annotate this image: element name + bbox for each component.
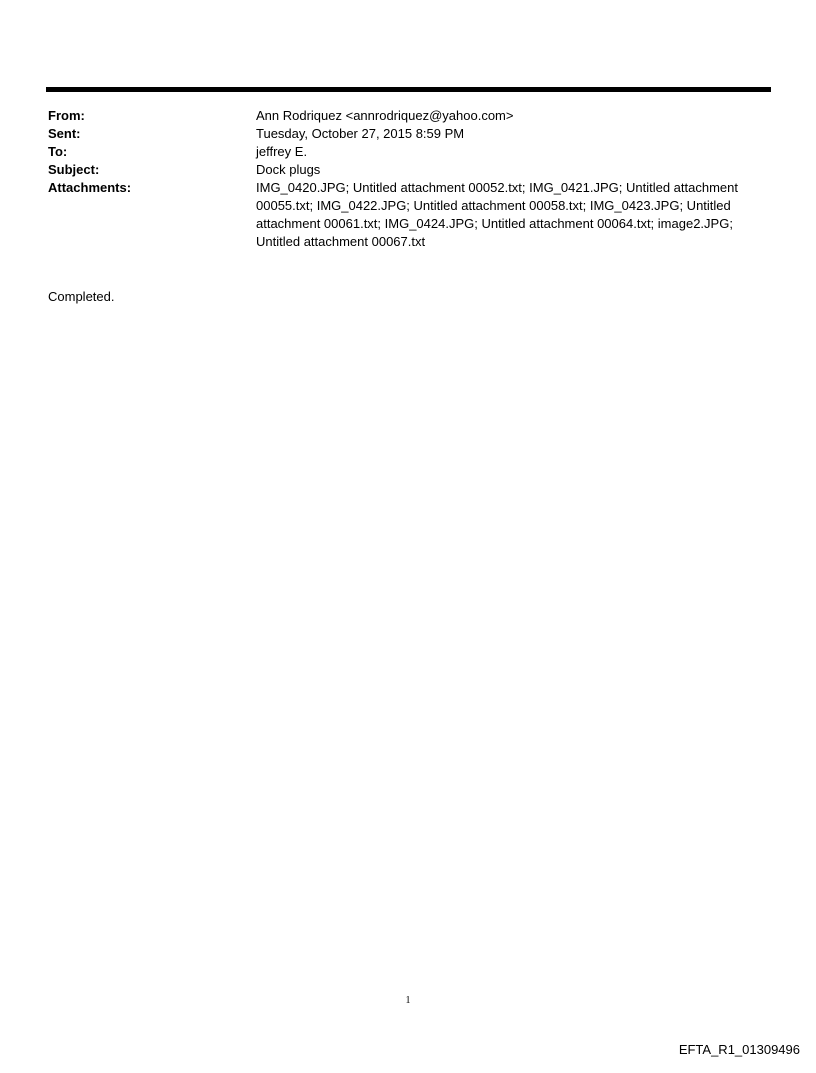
sent-label: Sent: [48,126,81,141]
from-value: Ann Rodriquez <annrodriquez@yahoo.com> [256,108,514,123]
subject-value: Dock plugs [256,162,321,177]
sent-value: Tuesday, October 27, 2015 8:59 PM [256,126,465,141]
attachments-label: Attachments: [48,180,132,195]
page-number: 1 [405,995,411,1006]
email-header [48,107,770,251]
to-label: To: [48,144,68,159]
message-body: Completed. [48,289,115,304]
to-value: jeffrey E. [256,144,308,159]
subject-row [48,161,770,179]
to-row [48,143,770,161]
from-row [48,107,770,125]
subject-label: Subject: [48,162,100,177]
attachments-row [48,179,770,251]
sent-row [48,125,770,143]
document-id: EFTA_R1_01309496 [678,1042,800,1057]
header-divider [46,87,771,92]
attachments-value: IMG_0420.JPG; Untitled attachment 00052.txt; IMG_0421.JPG; Untitled attachment 00055.txt; IMG_0422.JPG; Untitled attachment 00058.txt; IMG_0423.JPG; Untitled attachment 00061.txt; IMG_0424.JPG; Untitled attachment 00064.txt; image2.JPG; Untitled attachment 00067.txt [256,180,738,249]
from-label: From: [48,108,85,123]
